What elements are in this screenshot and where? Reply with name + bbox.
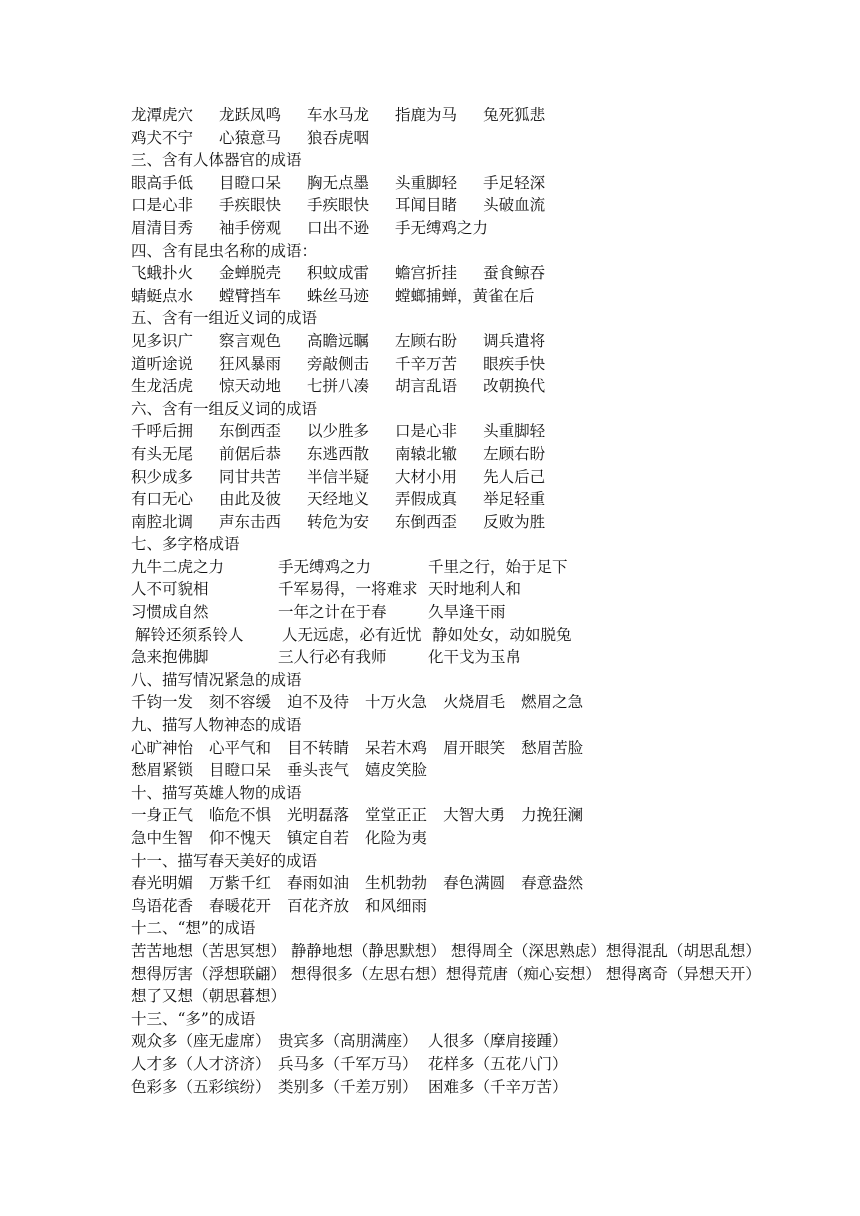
section-heading: 七、多字格成语 (131, 535, 240, 554)
idiom: 蜻蜓点水 (131, 286, 194, 305)
section-heading: 十三、“多”的成语 (131, 1009, 256, 1028)
idiom: 心猿意马 (219, 128, 282, 147)
idiom: 由此及彼 (219, 490, 282, 509)
idiom: 色彩多（五彩缤纷） (131, 1077, 271, 1096)
idiom: 愁眉紧锁 (131, 761, 194, 780)
idiom-row (131, 759, 771, 782)
idiom-row (131, 420, 771, 443)
idiom: 眉开眼笑 (443, 738, 506, 757)
idiom: 九牛二虎之力 (131, 557, 225, 576)
idiom: 以少胜多 (307, 422, 370, 441)
idiom: 积蚊成雷 (307, 264, 370, 283)
section-heading: 八、描写情况紧急的成语 (131, 670, 302, 689)
xiang-paragraph: 苦苦地想（苦思冥想） 静静地想（静思默想） 想得周全（深思熟虑）想得混乱（胡思乱想） 想得厉害（浮想联翩） 想得很多（左思右想）想得荒唐（痴心妄想） 想得离奇（异想天开） 想了又想（朝思暮想） (131, 941, 761, 1006)
idiom: 春意盎然 (521, 874, 584, 893)
idiom: 生龙活虎 (131, 377, 194, 396)
idiom: 千里之行，始于足下 (428, 557, 568, 576)
idiom: 一年之计在于春 (278, 603, 387, 622)
idiom: 东倒西歪 (395, 512, 458, 531)
idiom-row (131, 556, 568, 579)
idiom-row (131, 827, 771, 850)
idiom: 高瞻远瞩 (307, 331, 370, 350)
idiom: 南腔北调 (131, 512, 194, 531)
idiom-row (131, 375, 771, 398)
section-heading: 十一、描写春天美好的成语 (131, 851, 318, 870)
idiom: 静如处女，动如脱兔 (432, 625, 572, 644)
idiom: 春雨如油 (287, 874, 350, 893)
section-heading: 四、含有昆虫名称的成语： (131, 241, 318, 260)
idiom: 解铃还须系铃人 (135, 625, 244, 644)
idiom: 手疾眼快 (219, 196, 282, 215)
idiom: 天经地义 (307, 490, 370, 509)
idiom-row (131, 511, 771, 534)
idiom: 袖手傍观 (219, 218, 282, 237)
idiom: 左顾右盼 (483, 444, 546, 463)
idiom-row (131, 646, 521, 669)
idiom-row (131, 104, 771, 127)
idiom: 积少成多 (131, 467, 194, 486)
idiom: 头重脚轻 (395, 173, 458, 192)
idiom: 口出不逊 (307, 218, 370, 237)
idiom: 东逃西散 (307, 444, 370, 463)
idiom: 耳闻目睹 (395, 196, 458, 215)
idiom: 有头无尾 (131, 444, 194, 463)
idiom: 七拼八凑 (307, 377, 370, 396)
idiom: 东倒西歪 (219, 422, 282, 441)
idiom-row (131, 1076, 568, 1099)
idiom-row (131, 330, 771, 353)
idiom: 同甘共苦 (219, 467, 282, 486)
idiom: 千军易得，一将难求 (278, 580, 418, 599)
document-body (131, 104, 771, 1098)
idiom: 有口无心 (131, 490, 194, 509)
section-10 (131, 782, 771, 850)
idiom-block-top (131, 104, 771, 149)
idiom: 前倨后恭 (219, 444, 282, 463)
idiom: 春色满圆 (443, 874, 506, 893)
idiom-row (131, 172, 771, 195)
section-4 (131, 240, 771, 308)
idiom: 困难多（千辛万苦） (428, 1077, 568, 1096)
idiom: 龙跃凤鸣 (219, 106, 282, 124)
idiom-row (131, 127, 771, 150)
section-8 (131, 669, 771, 714)
idiom: 人才多（人才济济） (131, 1054, 271, 1073)
section-heading: 六、含有一组反义词的成语 (131, 399, 318, 418)
idiom: 火烧眉毛 (443, 693, 506, 712)
idiom: 人无远虑，必有近忧 (282, 625, 422, 644)
section-3 (131, 149, 771, 239)
idiom: 手疾眼快 (307, 196, 370, 215)
idiom: 目不转睛 (287, 738, 350, 757)
idiom: 察言观色 (219, 331, 282, 350)
idiom: 千辛万苦 (395, 354, 458, 373)
idiom: 手无缚鸡之力 (278, 557, 372, 576)
idiom: 指鹿为马 (395, 106, 458, 124)
idiom-row (131, 578, 521, 601)
idiom: 百花齐放 (287, 896, 350, 915)
idiom: 飞蛾扑火 (131, 264, 194, 283)
idiom-row (131, 737, 771, 760)
section-13 (131, 1008, 771, 1098)
idiom: 目瞪口呆 (219, 173, 282, 192)
idiom: 刻不容缓 (209, 693, 272, 712)
idiom: 见多识广 (131, 331, 194, 350)
idiom: 头重脚轻 (483, 422, 546, 441)
idiom: 观众多（座无虚席） (131, 1032, 271, 1051)
idiom: 龙潭虎穴 (131, 106, 194, 124)
idiom: 胸无点墨 (307, 173, 370, 192)
idiom-row (131, 262, 771, 285)
idiom: 化险为夷 (365, 829, 428, 847)
idiom-row (131, 285, 771, 308)
idiom: 转危为安 (307, 512, 370, 531)
idiom: 堂堂正正 (365, 806, 428, 825)
idiom: 狂风暴雨 (219, 354, 282, 373)
idiom: 蟾宫折挂 (395, 264, 458, 283)
idiom: 眼疾手快 (483, 354, 546, 373)
idiom: 道听途说 (131, 354, 194, 373)
idiom: 眼高手低 (131, 173, 194, 192)
idiom: 天时地利人和 (428, 580, 522, 599)
idiom: 急中生智 (131, 829, 194, 847)
idiom: 旁敲侧击 (307, 354, 370, 373)
idiom: 头破血流 (483, 196, 546, 215)
idiom: 兔死狐悲 (483, 106, 546, 124)
idiom-row (131, 1053, 568, 1076)
section-7 (131, 533, 771, 669)
idiom: 调兵遣将 (483, 331, 546, 350)
idiom: 手足轻深 (483, 173, 546, 192)
idiom: 车水马龙 (307, 106, 370, 124)
idiom: 力挽狂澜 (521, 806, 584, 825)
idiom: 蚕食鲸吞 (483, 264, 546, 283)
idiom: 心平气和 (209, 738, 272, 757)
idiom: 生机勃勃 (365, 874, 428, 893)
idiom: 先人后己 (483, 467, 546, 486)
section-11 (131, 850, 771, 918)
idiom-row (131, 443, 771, 466)
idiom: 螳螂捕蝉，黄雀在后 (395, 286, 535, 305)
idiom: 胡言乱语 (395, 377, 458, 396)
idiom: 垂头丧气 (287, 761, 350, 780)
idiom-row (131, 1030, 568, 1053)
idiom: 弄假成真 (395, 490, 458, 509)
idiom: 久旱逢干雨 (428, 603, 506, 622)
idiom-row (131, 601, 506, 624)
idiom: 燃眉之急 (521, 693, 584, 712)
idiom: 改朝换代 (483, 377, 546, 396)
idiom: 半信半疑 (307, 467, 370, 486)
idiom-row (131, 466, 771, 489)
idiom-row (131, 217, 771, 240)
idiom: 愁眉苦脸 (521, 738, 584, 757)
idiom: 万紫千红 (209, 874, 272, 893)
idiom: 一身正气 (131, 806, 194, 825)
idiom: 反败为胜 (483, 512, 546, 531)
idiom-row (131, 895, 771, 918)
idiom-row (131, 691, 771, 714)
section-heading: 九、描写人物神态的成语 (131, 716, 302, 735)
idiom: 临危不惧 (209, 806, 272, 825)
idiom: 贵宾多（高朋满座） (278, 1032, 418, 1051)
section-heading: 三、含有人体器官的成语 (131, 151, 302, 170)
idiom: 迫不及待 (287, 693, 350, 712)
section-9 (131, 714, 771, 782)
idiom: 金蝉脱壳 (219, 264, 282, 283)
idiom: 狼吞虎咽 (307, 128, 370, 147)
idiom-row (131, 804, 771, 827)
idiom: 口是心非 (395, 422, 458, 441)
section-heading: 十、描写英雄人物的成语 (131, 783, 302, 802)
idiom: 蛛丝马迹 (307, 286, 370, 305)
idiom: 举足轻重 (483, 490, 546, 509)
idiom: 类别多（千差万别） (278, 1077, 418, 1096)
idiom: 人不可貌相 (131, 580, 209, 599)
idiom: 眉清目秀 (131, 218, 194, 237)
section-12 (131, 917, 771, 1007)
section-heading: 五、含有一组近义词的成语 (131, 309, 318, 328)
idiom: 手无缚鸡之力 (395, 218, 489, 237)
idiom: 兵马多（千军万马） (278, 1054, 418, 1073)
idiom: 人很多（摩肩接踵） (428, 1032, 568, 1051)
section-5 (131, 307, 771, 397)
idiom-row (131, 872, 771, 895)
idiom: 南辕北辙 (395, 444, 458, 463)
idiom: 惊天动地 (219, 377, 282, 396)
idiom: 口是心非 (131, 196, 194, 215)
idiom: 十万火急 (365, 693, 428, 712)
idiom: 化干戈为玉帛 (428, 648, 522, 667)
idiom: 仰不愧天 (209, 829, 272, 847)
section-heading: 十二、“想”的成语 (131, 919, 256, 938)
idiom: 千呼后拥 (131, 422, 194, 441)
section-6 (131, 398, 771, 534)
idiom-row (131, 353, 771, 376)
idiom-row (131, 624, 572, 647)
idiom: 急来抱佛脚 (131, 648, 209, 667)
idiom: 春暖花开 (209, 896, 272, 915)
idiom: 三人行必有我师 (278, 648, 387, 667)
idiom: 春光明媚 (131, 874, 194, 893)
idiom: 鸡犬不宁 (131, 128, 194, 147)
idiom: 大智大勇 (443, 806, 506, 825)
idiom: 鸟语花香 (131, 896, 194, 915)
idiom: 呆若木鸡 (365, 738, 428, 757)
idiom: 左顾右盼 (395, 331, 458, 350)
idiom: 嬉皮笑脸 (365, 761, 428, 780)
idiom: 光明磊落 (287, 806, 350, 825)
idiom: 螳臂挡车 (219, 286, 282, 305)
idiom: 千钧一发 (131, 693, 194, 712)
idiom-row (131, 194, 771, 217)
idiom: 花样多（五花八门） (428, 1054, 568, 1073)
idiom: 习惯成自然 (131, 603, 209, 622)
idiom: 声东击西 (219, 512, 282, 531)
idiom: 目瞪口呆 (209, 761, 272, 780)
idiom-row (131, 488, 771, 511)
idiom: 大材小用 (395, 467, 458, 486)
idiom: 镇定自若 (287, 829, 350, 847)
idiom: 和风细雨 (365, 896, 428, 915)
idiom: 心旷神怡 (131, 738, 194, 757)
